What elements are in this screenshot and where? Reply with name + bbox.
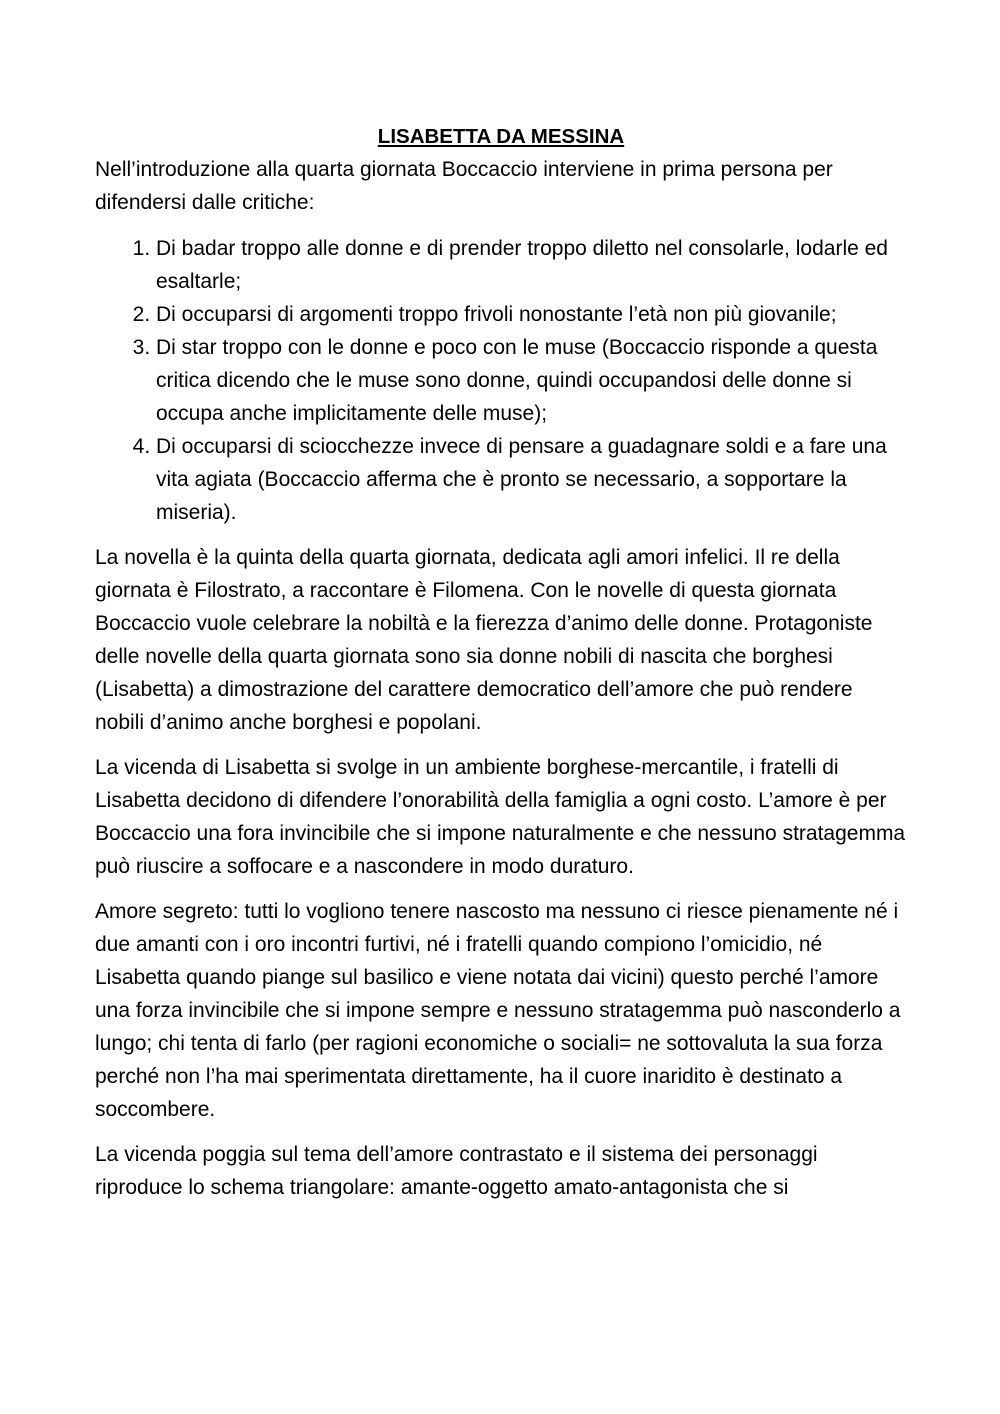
list-item: 1. Di badar troppo alle donne e di prender troppo diletto nel consolarle, lodarle ed esaltarle;: [156, 232, 907, 298]
paragraph-amore-segreto: Amore segreto: tutti lo vogliono tenere nascosto ma nessuno ci riesce pienamente né i due amanti con i oro incontri furtivi, né i fratelli quando compiono l’omicidio, né Lisabetta quando piange sul basilico e viene notata dai vicini) questo perché l’amore una forza invincibile che si impone sempre e nessuno stratagemma può nasconderlo a lungo; chi tenta di farlo (per ragioni economiche o sociali= ne sottovaluta la sua forza perché non l’ha mai sperimentata direttamente, ha il cuore inaridito è destinato a soccombere.: [95, 900, 901, 1121]
criticism-list: [95, 232, 907, 529]
paragraph-schema: La vicenda poggia sul tema dell’amore contrastato e il sistema dei personaggi riproduce lo schema triangolare: amante-oggetto amato-antagonista che si: [95, 1143, 818, 1199]
intro-paragraph: Nell’introduzione alla quarta giornata Boccaccio interviene in prima persona per difendersi dalle critiche:: [95, 158, 833, 214]
list-item: 4. Di occuparsi di sciocchezze invece di pensare a guadagnare soldi e a fare una vita agiata (Boccaccio afferma che è pronto se necessario, a sopportare la miseria).: [156, 430, 907, 529]
document-title: LISABETTA DA MESSINA: [377, 125, 625, 148]
paragraph-novella: La novella è la quinta della quarta giornata, dedicata agli amori infelici. Il re della giornata è Filostrato, a raccontare è Filomena. Con le novelle di questa giornata Boccaccio vuole celebrare la nobiltà e la fierezza d’animo delle donne. Protagoniste delle novelle della quarta giornata sono sia donne nobili di nascita che borghesi (Lisabetta) a dimostrazione del carattere democratico dell’amore che può rendere nobili d’animo anche borghesi e popolani.: [95, 546, 873, 734]
paragraph-vicenda: La vicenda di Lisabetta si svolge in un ambiente borghese-mercantile, i fratelli di Lisabetta decidono di difendere l’onorabilità della famiglia a ogni costo. L’amore è per Boccaccio una fora invincibile che si impone naturalmente e che nessuno stratagemma può riuscire a soffocare e a nascondere in modo duraturo.: [95, 756, 906, 878]
page-content: [95, 120, 907, 1216]
list-item: 3. Di star troppo con le donne e poco con le muse (Boccaccio risponde a questa critica dicendo che le muse sono donne, quindi occupandosi delle donne si occupa anche implicitamente delle muse);: [156, 331, 907, 430]
list-item: 2. Di occuparsi di argomenti troppo frivoli nonostante l’età non più giovanile;: [156, 298, 907, 331]
